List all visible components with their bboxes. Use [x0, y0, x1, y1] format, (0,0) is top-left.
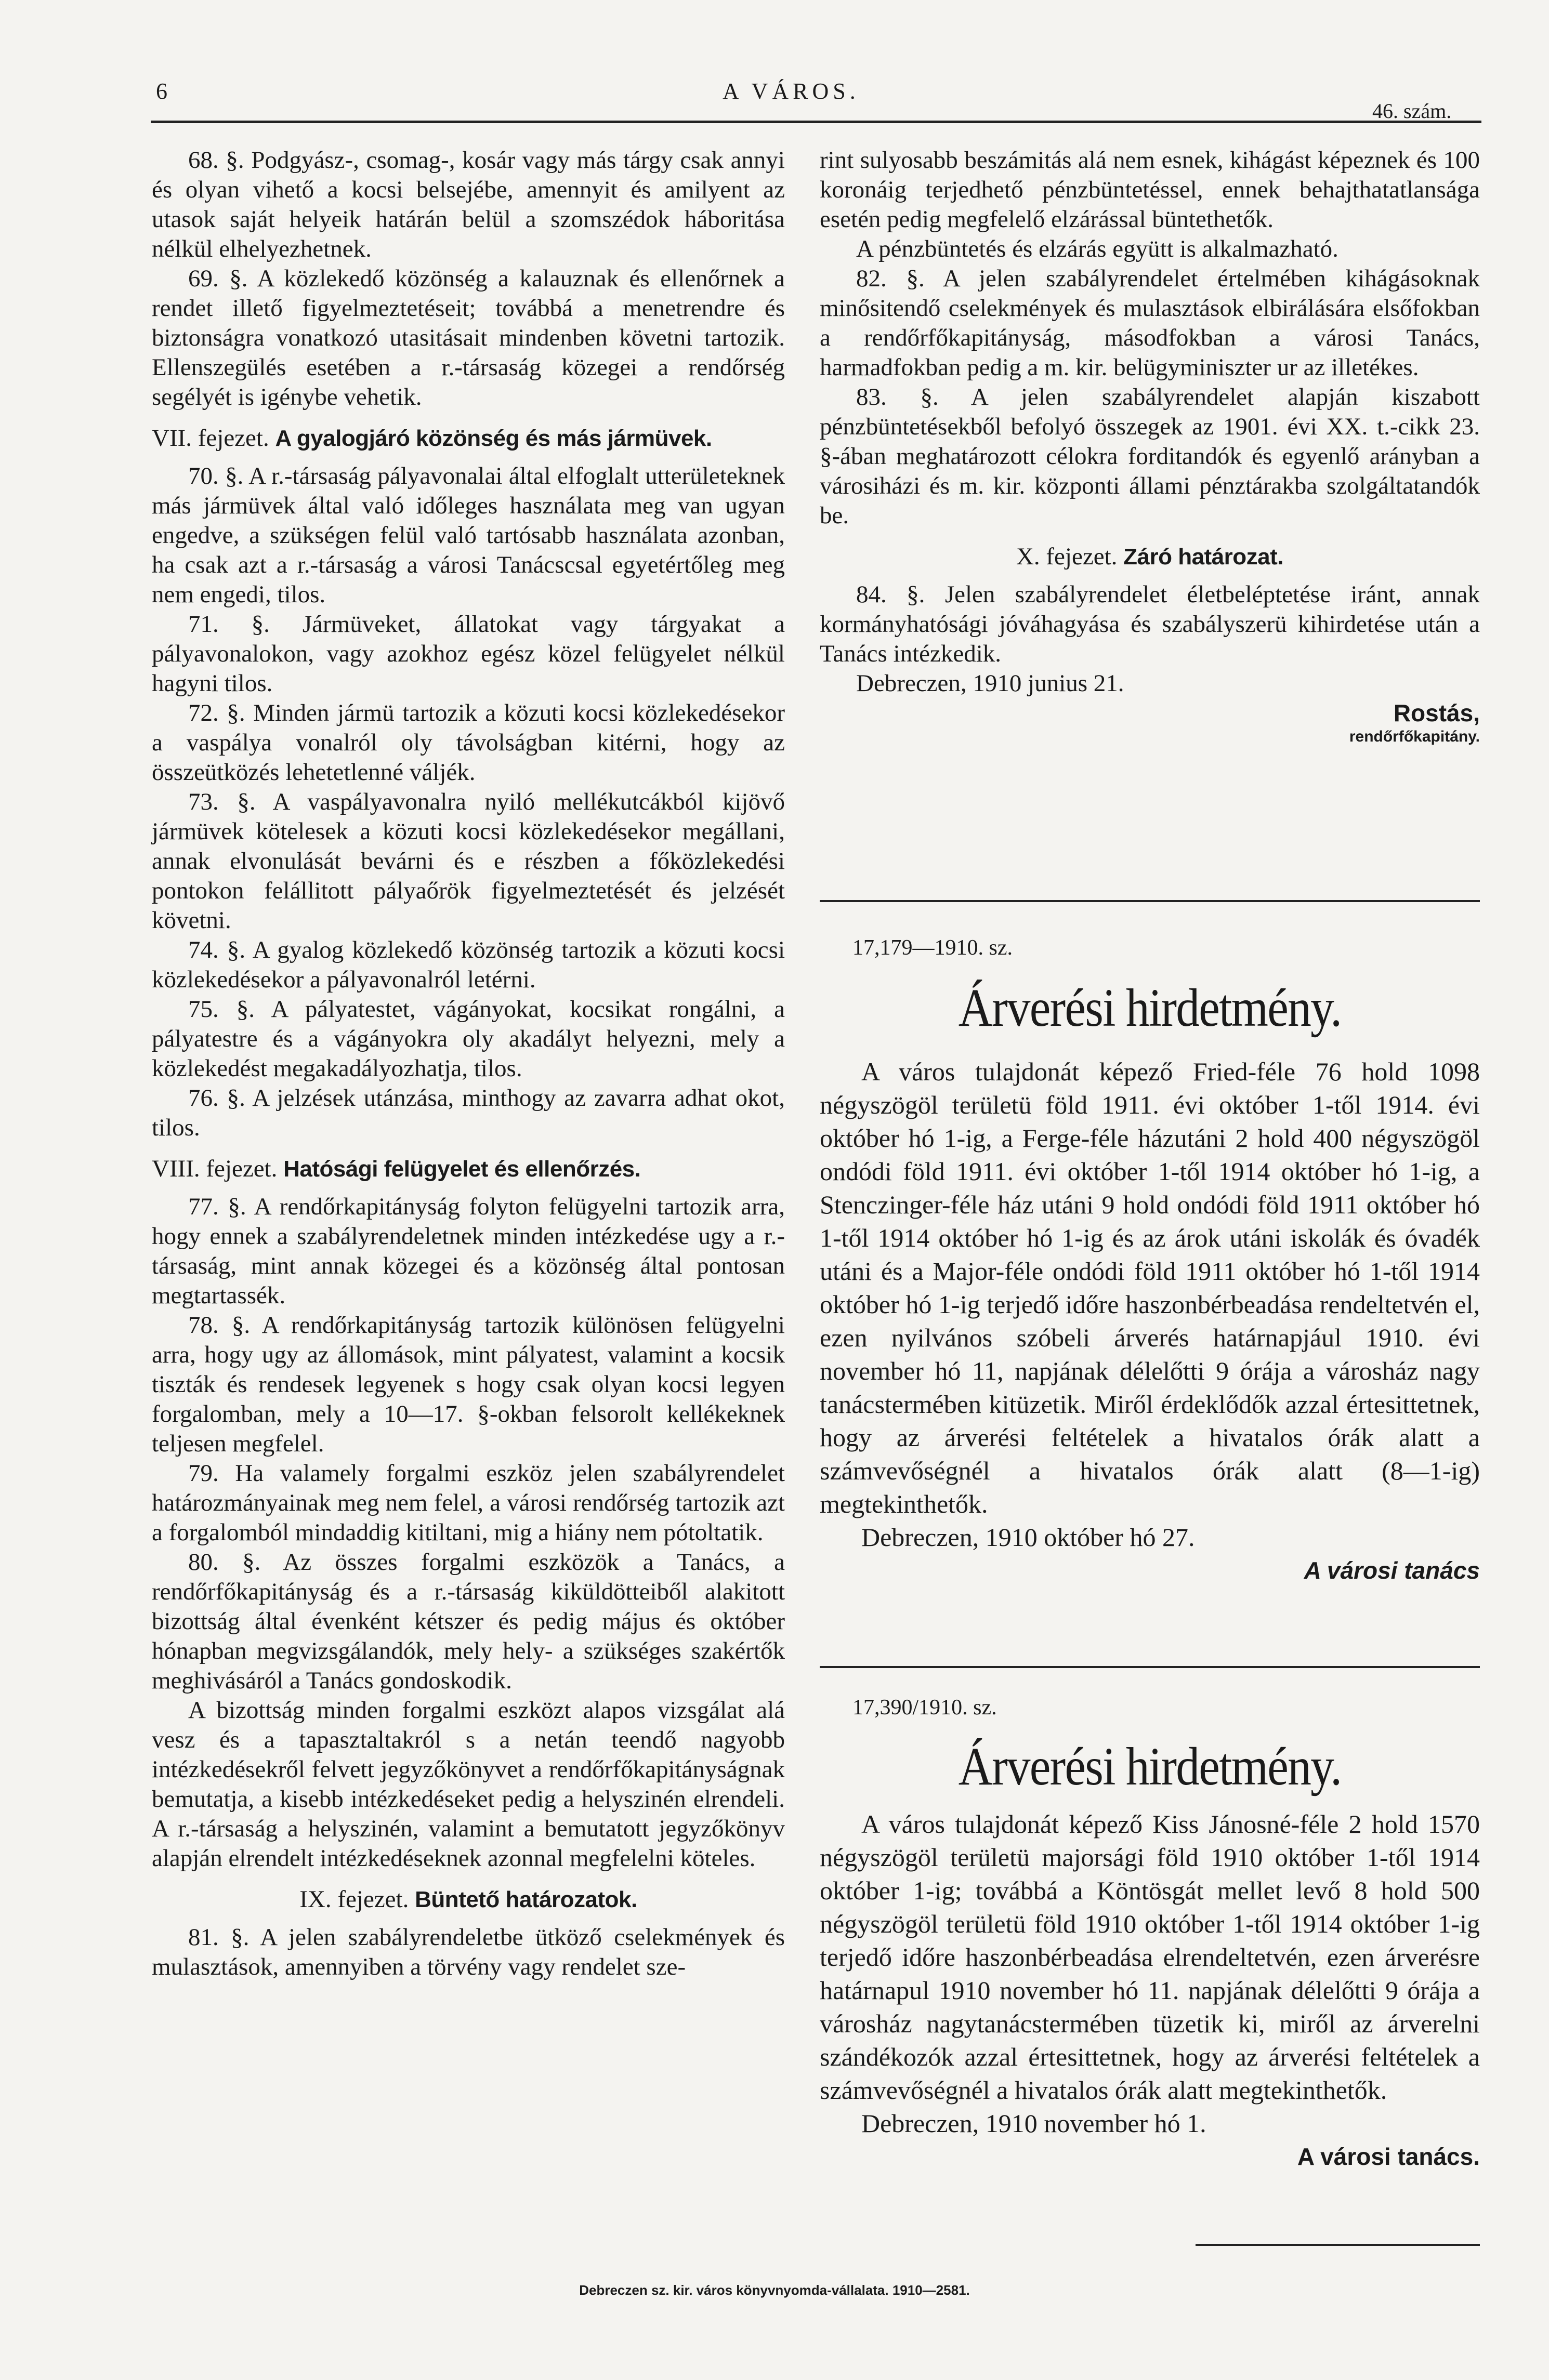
- paragraph: 73. §. A vaspályavonalra nyiló mellékutcákból kijövő jármüvek kötelesek a közuti kocsi közlekedésekor megállani, annak elvonulását bevárni és e részben a főközlekedési pontokon felállitott pályaőrök figyelmeztetését és jelzését követni.: [152, 788, 785, 934]
- paragraph: 76. §. A jelzések utánzása, minthogy az zavarra adhat okot, tilos.: [152, 1085, 785, 1141]
- running-title: A VÁROS.: [723, 78, 860, 104]
- section-rule: [820, 900, 1480, 902]
- section-rule: [1196, 2244, 1480, 2246]
- page-number: 6: [156, 78, 167, 104]
- paragraph: 83. §. A jelen szabályrendelet alapján kiszabott pénzbüntetésekből befolyó összegek az 1901. évi XX. t.-cikk 23. §-ában meghatározott célokra forditandók és egyenlő arányban a városiházi és m. kir. központi állami pénztárakba szolgáltatandók be.: [820, 384, 1480, 529]
- chapter-label: VIII. fejezet.: [152, 1155, 278, 1182]
- chapter-label: X. fejezet.: [1016, 543, 1118, 570]
- chapter-title: Hatósági felügyelet és ellenőrzés.: [283, 1156, 641, 1182]
- section-rule: [820, 1666, 1480, 1668]
- chapter-title: Büntető határozatok.: [415, 1887, 637, 1912]
- paragraph: 68. §. Podgyász-, csomag-, kosár vagy más tárgy csak annyi és olyan vihető a kocsi belsejébe, amennyit és amilyent az utasok saját helyeik határán belül a szomszédok háboritása nélkül elhelyezhetnek.: [152, 147, 785, 262]
- chapter-heading: [152, 424, 785, 453]
- left-column: [152, 146, 785, 1982]
- notice-title: Árverési hirdetmény.: [958, 978, 1342, 1038]
- chapter-heading: [152, 1885, 785, 1914]
- notice-body: [820, 1055, 1480, 1587]
- paragraph: 79. Ha valamely forgalmi eszköz jelen szabályrendelet határozmányainak meg nem felel, a városi rendőrség tartozik azt a forgalomból mindaddig kitiltani, mig a hiány nem pótoltatik.: [152, 1460, 785, 1546]
- notice-signature: A városi tanács: [1304, 1557, 1480, 1584]
- paragraph: 82. §. A jelen szabályrendelet értelmében kihágásoknak minősitendő cselekmények és mulasztások elbirálására elsőfokban a rendőrfőkapitányság, másodfokban a városi Tanács, harmadfokban pedig a m. kir. belügyminiszter ur az illetékes.: [820, 265, 1480, 381]
- notice-number: 17,179—1910. sz.: [852, 936, 1013, 960]
- notice-date: Debreczen, 1910 november hó 1.: [861, 2109, 1206, 2138]
- paragraph: 75. §. A pályatestet, vágányokat, kocsikat rongálni, a pályatestre és a vágányokra oly akadályt helyezni, mely a közlekedést megakadályozhatja, tilos.: [152, 996, 785, 1082]
- paragraph: 70. §. A r.-társaság pályavonalai által elfoglalt utterületeknek más jármüvek által való időleges használata meg van ugyan engedve, a szükségen felül való tartósabb használata azonban, ha csak azt a r.-társaság a városi Tanácscsal egyetértőleg meg nem engedi, tilos.: [152, 462, 785, 608]
- printer-footer: Debreczen sz. kir. város könyvnyomda-vállalata. 1910—2581.: [579, 2282, 970, 2298]
- signature: Rostás,: [1393, 699, 1480, 726]
- notice-body: [820, 1807, 1480, 2173]
- paragraph: 74. §. A gyalog közlekedő közönség tartozik a közuti kocsi közlekedésekor a pályavonalról letérni.: [152, 936, 785, 993]
- paragraph: 69. §. A közlekedő közönség a kalauznak és ellenőrnek a rendet illető figyelmeztetéseit; továbbá a menetrendre és biztonságra vonatkozó utasitásait mindenben követni tartozik. Ellenszegülés esetében a r.-társaság közegei a rendőrség segélyét is igénybe vehetik.: [152, 265, 785, 411]
- chapter-title: Záró határozat.: [1123, 544, 1284, 570]
- notice-signature: A városi tanács.: [1297, 2143, 1480, 2170]
- paragraph: 81. §. A jelen szabályrendeletbe ütköző cselekmények és mulasztások, amennyiben a törvény vagy rendelet sze-: [152, 1924, 785, 1980]
- paragraph: 77. §. A rendőrkapitányság folyton felügyelni tartozik arra, hogy ennek a szabályrendeletnek minden intézkedése ugy a r.-társaság, mint annak közegei és a közönség által pontosan megtartassék.: [152, 1193, 785, 1309]
- signature-title: rendőrfőkapitány.: [1349, 728, 1480, 745]
- paragraph: 71. §. Jármüveket, állatokat vagy tárgyakat a pályavonalokon, vagy azokhoz egész közel felügyelet nélkül hagyni tilos.: [152, 611, 785, 697]
- chapter-label: VII. fejezet.: [152, 425, 269, 452]
- paragraph: 80. §. Az összes forgalmi eszközök a Tanács, a rendőrfőkapitányság és a r.-társaság kiküldötteiből alakitott bizottság által évenként kétszer és pedig május és október hónapban megvizsgálandók, mely hely- a szükséges szakértők meghivásáról a Tanács gondoskodik.: [152, 1549, 785, 1694]
- notice-number: 17,390/1910. sz.: [852, 1696, 997, 1720]
- paragraph: 84. §. Jelen szabályrendelet életbeléptetése iránt, annak kormányhatósági jóváhagyása és szabályszerü kihirdetése után a Tanács intézkedik.: [820, 581, 1480, 667]
- header-rule: [151, 121, 1481, 123]
- notice-text: A város tulajdonát képező Fried-féle 76 hold 1098 négyszögöl területü föld 1911. évi október 1-től 1914. évi október hó 1-ig, a Ferge-féle házutáni 2 hold 400 négyszögöl ondódi föld 1911. évi október 1-től 1914 október hó 1-ig, a Stenczinger-féle ház utáni 9 hold ondódi föld 1911 október hó 1-től 1914 október hó 1-ig és az árok utáni iskolák és óvadék utáni és a Major-féle ondódi föld 1911 október hó 1-től 1914 október hó 1-ig terjedő időre haszonbérbeadása rendeltetvén el, ezen nyilvános szóbeli árverés határnapjául 1910. évi november hó 11, napjának délelőtti 9 órája a városház nagy tanácstermében kitüzetik. Miről érdeklődők azzal értesittetnek, hogy az árverési feltételek a hivatalos órák alatt a számvevőségnél a hivatalos órák alatt (8—1-ig) megtekinthetők.: [820, 1057, 1480, 1518]
- notice-title: Árverési hirdetmény.: [958, 1737, 1342, 1796]
- notice-text: A város tulajdonát képező Kiss Jánosné-féle 2 hold 1570 négyszögöl területü majorsági föld 1910 október 1-től 1914 október 1-ig; továbbá a Köntösgát mellet levő 8 hold 500 négyszögöl területü föld 1910 október 1-től 1914 október 1-ig terjedő időre haszonbérbeadása elrendeltetvén, ezen árverésre határnapul 1910 november hó 11. napjának délelőtti 9 órája a városház nagytanácstermében tüzetik ki, miről az árverelni szándékozók azzal értesittetnek, hogy az árverési feltételek a számvevőségnél a hivatalos órák alatt megtekinthetők.: [820, 1809, 1480, 2105]
- paragraph: rint sulyosabb beszámitás alá nem esnek, kihágást képeznek és 100 koronáig terjedhető pénzbüntetéssel, ennek behajthatatlansága esetén pedig megfelelő elzárással büntethetők.: [820, 147, 1480, 233]
- paragraph: A pénzbüntetés és elzárás együtt is alkalmazható.: [856, 235, 1338, 262]
- notice-date: Debreczen, 1910 október hó 27.: [861, 1523, 1195, 1552]
- chapter-heading: [152, 1154, 785, 1184]
- paragraph: A bizottság minden forgalmi eszközt alapos vizsgálat alá vesz és a tapasztaltakról s a netán teendő nagyobb intézkedésekről felvett jegyzőkönyvet a rendőrfőkapitányságnak bemutatja, a kisebb intézkedéseket pedig a helyszinén elrendeli. A r.-társaság a helyszinén, valamint a bemutatott jegyzőkönyv alapján elrendelt intézkedéseknek azonnal megfelelni köteles.: [152, 1697, 785, 1872]
- chapter-label: IX. fejezet.: [299, 1886, 409, 1913]
- chapter-heading: [820, 542, 1480, 572]
- issue-number: 46. szám.: [1372, 99, 1452, 123]
- paragraph: 72. §. Minden jármü tartozik a közuti kocsi közlekedésekor a vaspálya vonalról oly távolságban kitérni, hogy az összeütközés lehetetlenné váljék.: [152, 699, 785, 786]
- date-line: Debreczen, 1910 junius 21.: [856, 670, 1124, 697]
- paragraph: 78. §. A rendőrkapitányság tartozik különösen felügyelni arra, hogy ugy az állomások, mint pályatest, valamint a kocsik tiszták és rendesek legyenek s hogy csak olyan kocsi legyen forgalomban, mely a 10—17. §-okban felsorolt kellékeknek teljesen megfelel.: [152, 1312, 785, 1457]
- chapter-title: A gyalogjáró közönség és más jármüvek.: [275, 426, 712, 451]
- right-column: [820, 146, 1480, 746]
